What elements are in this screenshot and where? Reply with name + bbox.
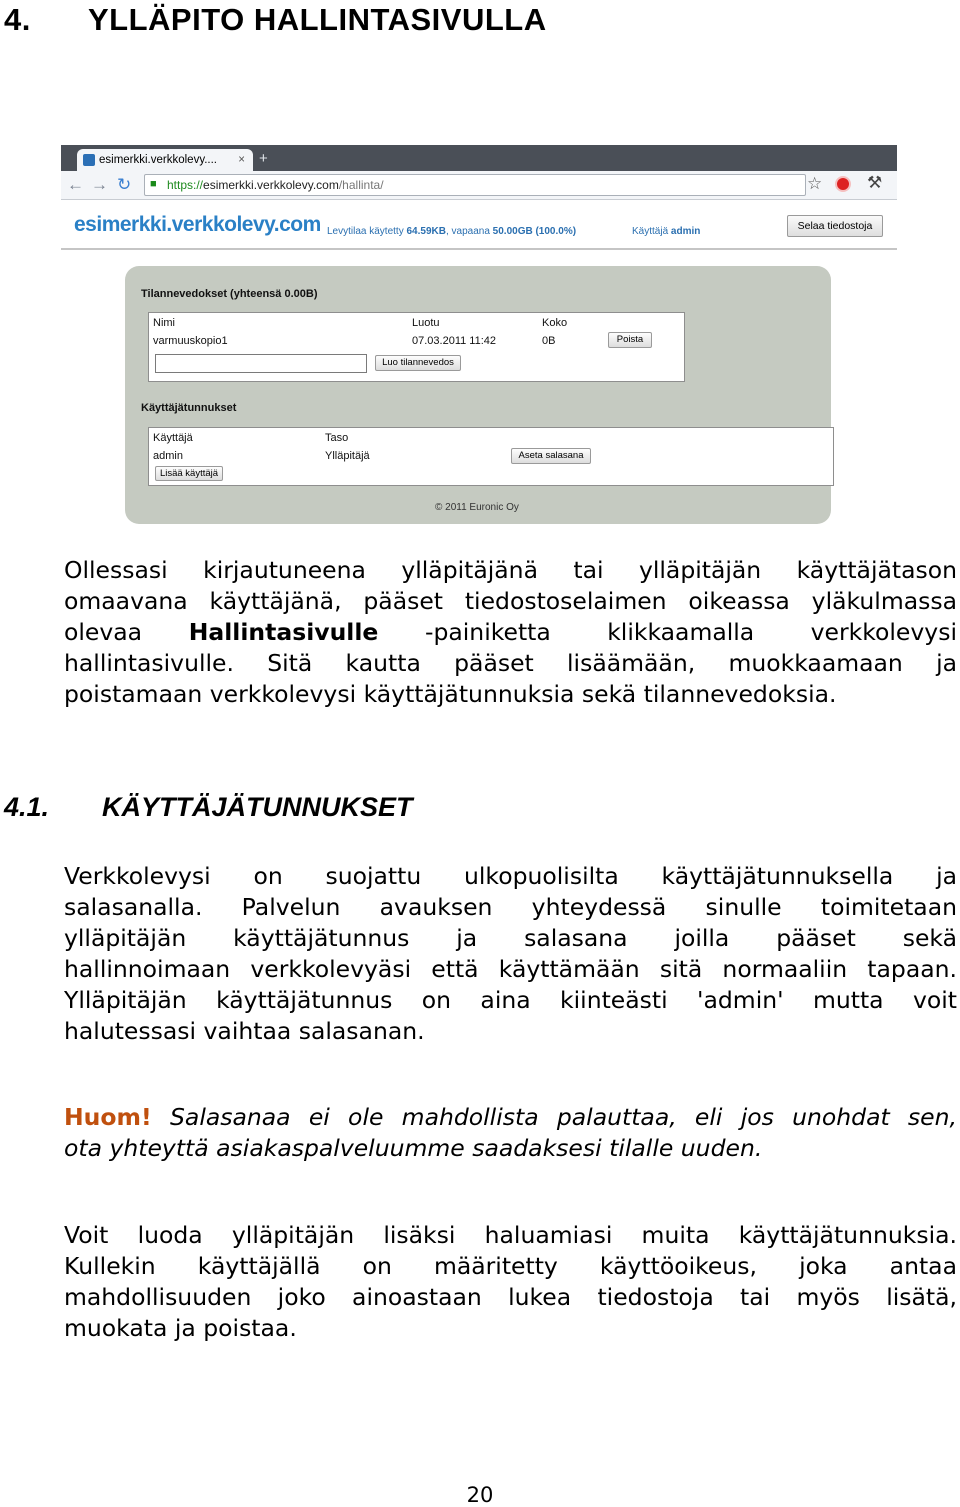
new-tab-icon[interactable]: + (259, 150, 268, 167)
browse-files-button[interactable]: Selaa tiedostoja (787, 215, 883, 237)
text-line: Verkkolevysi on suojattu ulkopuolisilta käyttäjätunnuksella ja (64, 862, 957, 890)
text-line: ylläpitäjän käyttäjätunnus ja salasana joilla pääset sekä (64, 924, 957, 952)
column-header-user: Käyttäjä (153, 432, 193, 444)
note-paragraph (64, 1102, 957, 1164)
column-header-name: Nimi (153, 317, 175, 329)
snapshot-name-input[interactable] (155, 354, 367, 373)
admin-panel (125, 266, 831, 524)
snapshot-size: 0B (542, 335, 556, 347)
text-line: Ollessasi kirjautuneena ylläpitäjänä tai ylläpitäjän käyttäjätason (64, 556, 957, 584)
note-label: Huom! (64, 1103, 152, 1131)
column-header-level: Taso (325, 432, 349, 444)
chapter-heading (4, 2, 547, 38)
user-info: Käyttäjä admin (632, 226, 701, 237)
url-scheme: https:// (167, 178, 204, 192)
disk-usage: Levytilaa käytetty 64.59KB, vapaana 50.00GB (100.0%) (327, 226, 577, 237)
user-level: Ylläpitäjä (325, 450, 370, 462)
favicon-icon (83, 154, 95, 166)
section-title: KÄYTTÄJÄTUNNUKSET (102, 792, 413, 822)
back-icon[interactable]: ← (67, 175, 84, 194)
site-header (61, 200, 897, 250)
set-password-button[interactable]: Aseta salasana (511, 448, 591, 464)
text-line: olevaa Hallintasivulle -painiketta klikkaamalla verkkolevysi (64, 618, 957, 646)
text-line: muokata ja poistaa. (64, 1314, 297, 1342)
text-line: halutessasi vaihtaa salasanan. (64, 1017, 425, 1045)
address-bar[interactable] (144, 174, 806, 196)
intro-paragraph (64, 555, 957, 710)
bookmark-star-icon[interactable]: ☆ (807, 174, 823, 193)
tab-title: esimerkki.verkkolevy.... (99, 154, 218, 166)
users-table (148, 427, 834, 486)
text-line: poistamaan verkkolevysi käyttäjätunnuksia sekä tilannevedoksia. (64, 680, 837, 708)
create-snapshot-button[interactable]: Luo tilannevedos (375, 355, 461, 371)
snapshots-title: Tilannevedokset (yhteensä 0.00B) (141, 288, 318, 300)
browser-toolbar (61, 171, 897, 200)
text-line: hallinnoimaan verkkolevyäsi että käyttämään sitä normaaliin tapaan. (64, 955, 957, 983)
reload-icon[interactable]: ↻ (117, 175, 132, 194)
user-name: admin (153, 450, 183, 462)
page-number: 20 (466, 1483, 494, 1507)
browser-tabbar (61, 145, 897, 171)
wrench-icon[interactable]: ⚒ (867, 173, 883, 192)
text-line: Huom! Salasanaa ei ole mahdollista palauttaa, eli jos unohdat sen, (64, 1103, 957, 1131)
delete-snapshot-button[interactable]: Poista (608, 332, 652, 348)
users-paragraph (64, 861, 957, 1047)
add-user-button[interactable]: Lisää käyttäjä (155, 466, 223, 481)
browser-tab[interactable] (77, 149, 253, 171)
url-host: esimerkki.verkkolevy.com (203, 178, 339, 192)
column-header-size: Koko (542, 317, 568, 329)
snapshot-name: varmuuskopio1 (153, 335, 228, 347)
site-logo[interactable]: esimerkki.verkkolevy.com (74, 213, 321, 236)
permissions-paragraph (64, 1220, 957, 1344)
text-line: ota yhteyttä asiakaspalveluumme saadaksesi tilalle uuden. (64, 1134, 763, 1162)
text-line: omaavana käyttäjänä, pääset tiedostoselaimen oikeassa yläkulmassa (64, 587, 957, 615)
chapter-number: 4. (4, 2, 31, 37)
text-line: hallintasivulle. Sitä kautta pääset lisäämään, muokkaamaan ja (64, 649, 957, 677)
snapshot-created: 07.03.2011 11:42 (412, 335, 497, 347)
text-line: Ylläpitäjän käyttäjätunnus on aina kiinteästi 'admin' mutta voit (64, 986, 957, 1014)
lock-icon: ■ (150, 178, 157, 190)
admin-page-link-text: Hallintasivulle (188, 618, 379, 646)
section-heading (4, 792, 413, 823)
copyright: © 2011 Euronic Oy (435, 502, 519, 513)
text-line: Voit luoda ylläpitäjän lisäksi haluamiasi muita käyttäjätunnuksia. (64, 1221, 957, 1249)
close-icon[interactable]: × (238, 154, 245, 166)
chapter-title: YLLÄPITO HALLINTASIVULLA (88, 2, 547, 37)
forward-icon[interactable]: → (91, 175, 108, 194)
extension-icon[interactable] (835, 176, 851, 192)
column-header-created: Luotu (412, 317, 440, 329)
text-line: salasanalla. Palvelun avauksen yhteydessä sinulle toimitetaan (64, 893, 957, 921)
text-line: mahdollisuuden joko ainoastaan lukea tiedostoja tai myös lisätä, (64, 1283, 957, 1311)
snapshots-table (148, 312, 685, 382)
users-title: Käyttäjätunnukset (141, 402, 237, 414)
text-line: Kullekin käyttäjällä on määritetty käyttöoikeus, joka antaa (64, 1252, 957, 1280)
section-number: 4.1. (4, 792, 50, 822)
url-path: /hallinta/ (338, 178, 384, 192)
